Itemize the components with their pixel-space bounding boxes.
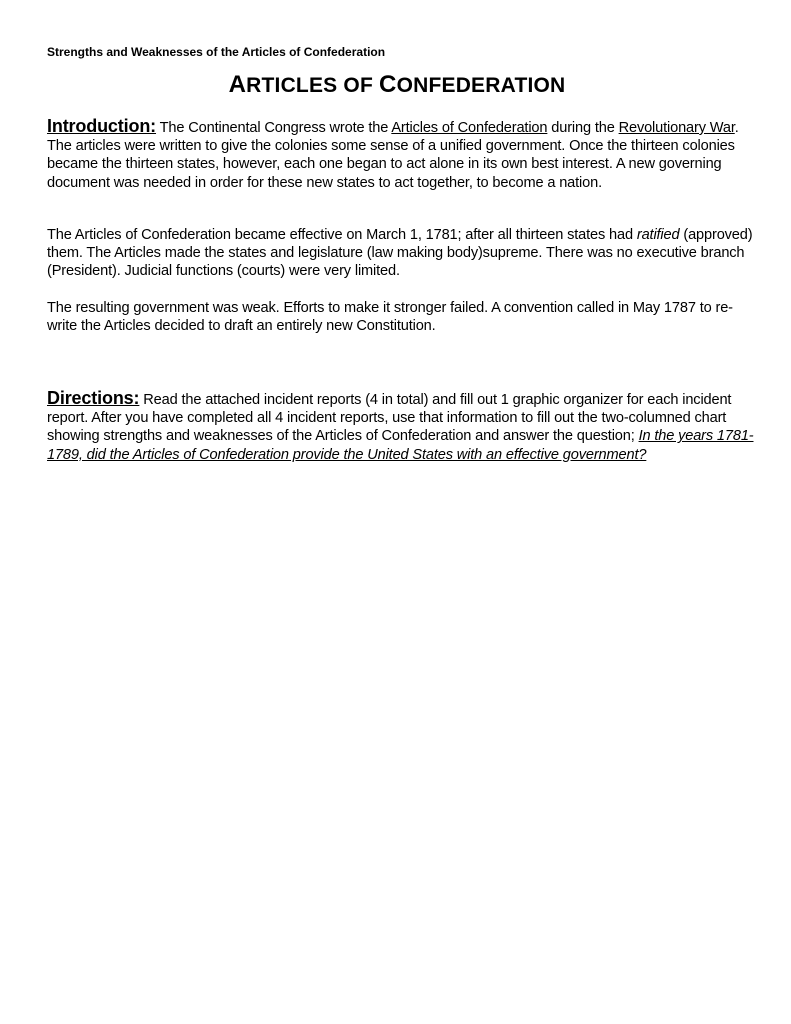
title-part-2: ONFEDERATION <box>396 74 566 97</box>
title-initial-a: A <box>228 71 247 98</box>
introduction-paragraph <box>47 117 759 192</box>
revolutionary-war-link: Revolutionary War <box>618 120 735 136</box>
directions-text: Read the attached incident reports (4 in total) and fill out 1 graphic organizer for each incident report. After you have completed all 4 incident reports, use that information to fill out the two-columned chart showing strengths and weaknesses of the Articles of Confederation and answer the question; <box>47 392 732 445</box>
title-initial-c: C <box>379 71 397 98</box>
weak-government-text: The resulting government was weak. Efforts to make it stronger failed. A convention called in May 1787 to re-write the Articles decided to draft an entirely new Constitution. <box>47 300 733 335</box>
ratification-paragraph <box>47 226 759 281</box>
directions-heading: Directions: <box>47 388 140 408</box>
page-title <box>47 71 747 99</box>
ratified-term: ratified <box>636 227 680 243</box>
title-part-1: RTICLES OF <box>246 74 380 97</box>
intro-text-1: The Continental Congress wrote the <box>156 120 392 136</box>
running-header: Strengths and Weaknesses of the Articles of Confederation <box>47 45 386 59</box>
ratification-text-2: (approved) them. The Articles made the states and legislature (law making body)supreme. There was no executive branch (President). Judicial functions (courts) were very limited. <box>47 227 753 280</box>
intro-text-3: . The articles were written to give the colonies some sense of a unified government. Once the thirteen colonies became the thirteen states, however, each one began to act alone in its own best interest. A new governing document was needed in order for these new states to act together, to become a nation. <box>47 120 739 191</box>
essential-question: In the years 1781-1789, did the Articles of Confederation provide the United States with an effective government? <box>47 428 754 463</box>
intro-text-2: during the <box>547 120 619 136</box>
ratification-text-1: The Articles of Confederation became effective on March 1, 1781; after all thirteen states had <box>47 227 637 243</box>
directions-paragraph <box>47 389 759 464</box>
introduction-heading: Introduction: <box>47 116 157 136</box>
weak-government-paragraph <box>47 299 759 335</box>
articles-of-confederation-link: Articles of Confederation <box>391 120 548 136</box>
